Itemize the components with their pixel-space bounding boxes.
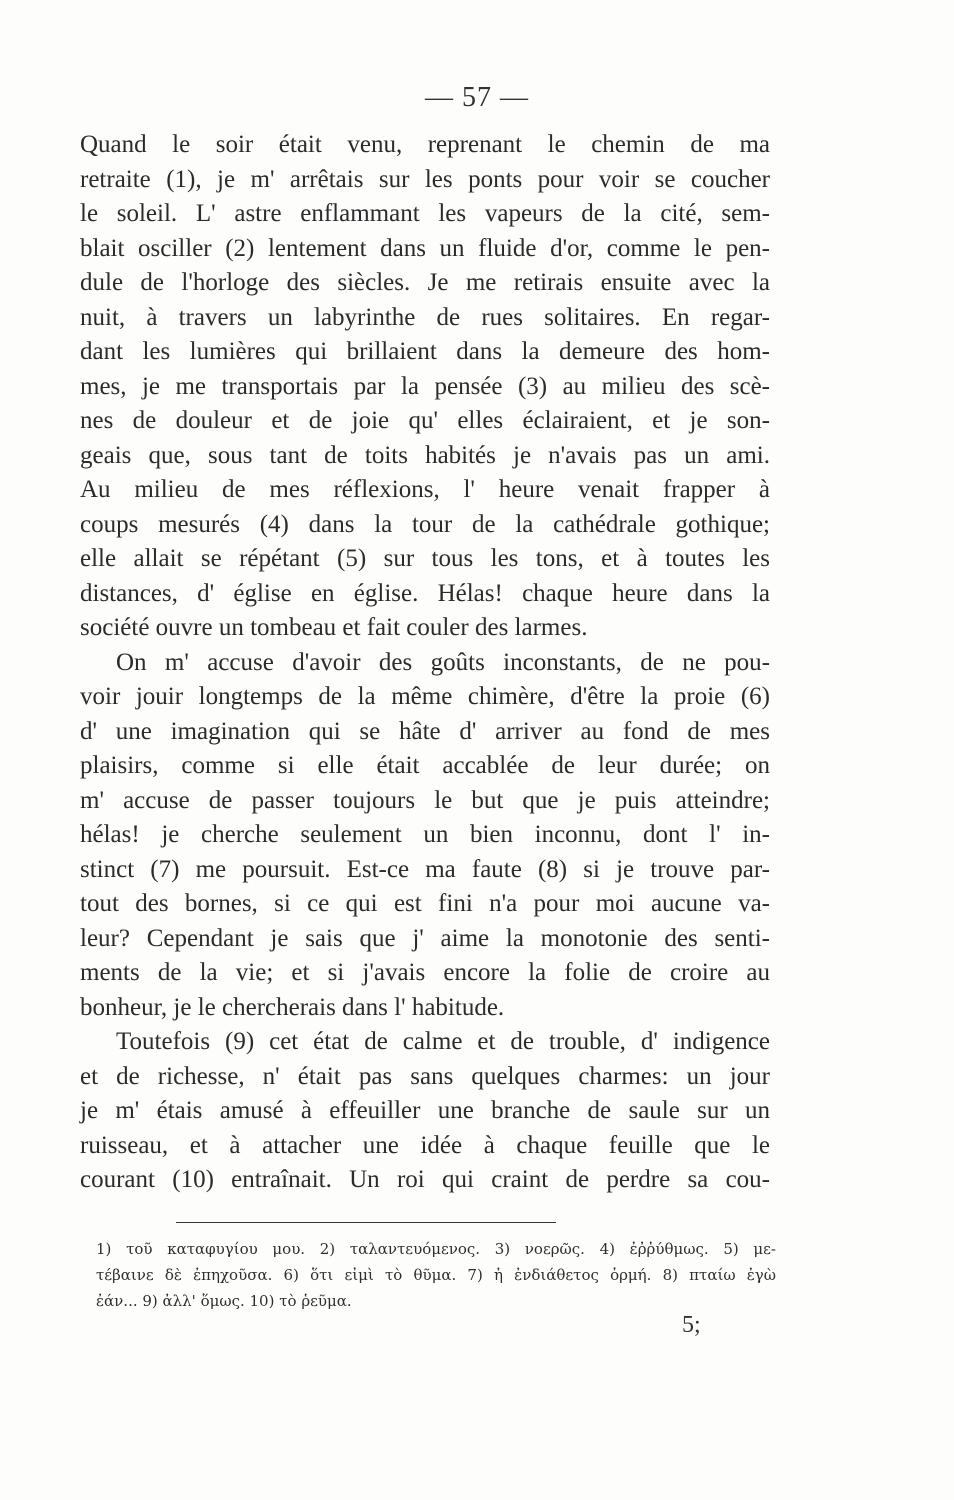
body-line: d' une imagination qui se hâte d' arriver au fond de mes [80,717,770,745]
body-line: plaisirs, comme si elle était accablée de leur durée; on [80,752,770,779]
body-line: courant (10) entraînait. Un roi qui craint de perdre sa cou- [80,1166,770,1193]
body-line: nes de douleur et de joie qu' elles éclairaient, et je son- [80,407,770,434]
body-line: coups mesurés (4) dans la tour de la cathédrale gothique; [80,510,770,538]
body-line: On m' accuse d'avoir des goûts inconstants, de ne pou- [116,648,770,676]
signature-mark: 5; [682,1312,701,1338]
body-line: hélas! je cherche seulement un bien inconnu, dont l' in- [80,821,770,848]
body-line: tout des bornes, si ce qui est fini n'a pour moi aucune va- [80,890,770,917]
body-line: Toutefois (9) cet état de calme et de trouble, d' indigence [116,1028,770,1055]
body-line: stinct (7) me poursuit. Est-ce ma faute (8) si je trouve par- [80,855,770,883]
body-line: le soleil. L' astre enflammant les vapeurs de la cité, sem- [80,200,770,227]
footnote-rule [176,1222,556,1223]
body-line: et de richesse, n' était pas sans quelques charmes: un jour [80,1062,770,1090]
body-line: leur? Cependant je sais que j' aime la monotonie des senti- [80,924,770,952]
body-text [80,128,770,1198]
body-line: mes, je me transportais par la pensée (3) au milieu des scè- [80,372,770,400]
page-number: — 57 — [425,82,529,113]
body-line: ments de la vie; et si j'avais encore la folie de croire au [80,959,770,986]
body-line: Quand le soir était venu, reprenant le chemin de ma [80,131,770,158]
footnote-line: ἐάν... 9) ἀλλ' ὅμως. 10) τὸ ῥεῦμα. [96,1292,352,1310]
body-line: je m' étais amusé à effeuiller une branche de saule sur un [80,1097,770,1124]
body-line: dant les lumières qui brillaient dans la demeure des hom- [80,338,770,365]
body-line: société ouvre un tombeau et fait couler des larmes. [80,614,588,641]
body-line: voir jouir longtemps de la même chimère, d'être la proie (6) [80,683,770,710]
body-line: dule de l'horloge des siècles. Je me retirais ensuite avec la [80,269,770,296]
body-line: Au milieu de mes réflexions, l' heure venait frapper à [80,476,770,503]
body-line: blait osciller (2) lentement dans un fluide d'or, comme le pen- [80,234,770,262]
body-line: nuit, à travers un labyrinthe de rues solitaires. En regar- [80,303,770,331]
body-line: distances, d' église en église. Hélas! chaque heure dans la [80,579,770,607]
footnote-line: τέβαινε δὲ ἐπηχοῦσα. 6) ὅτι εἰμὶ τὸ θῦμα. 7) ἡ ἐνδιάθετος ὁρμή. 8) πταίω ἐγὼ [96,1266,776,1284]
footnote-line: 1) τοῦ καταφυγίου μου. 2) ταλαντευόμενος. 3) νοερῶς. 4) ἐῤῥύθμως. 5) με- [96,1240,776,1258]
body-line: elle allait se répétant (5) sur tous les tons, et à toutes les [80,545,770,572]
body-line: m' accuse de passer toujours le but que je puis atteindre; [80,786,770,814]
body-line: bonheur, je le chercherais dans l' habitude. [80,993,505,1021]
footnotes [96,1236,776,1314]
body-line: retraite (1), je m' arrêtais sur les ponts pour voir se coucher [80,165,770,193]
body-line: geais que, sous tant de toits habités je n'avais pas un ami. [80,441,770,469]
body-line: ruisseau, et à attacher une idée à chaque feuille que le [80,1131,770,1159]
